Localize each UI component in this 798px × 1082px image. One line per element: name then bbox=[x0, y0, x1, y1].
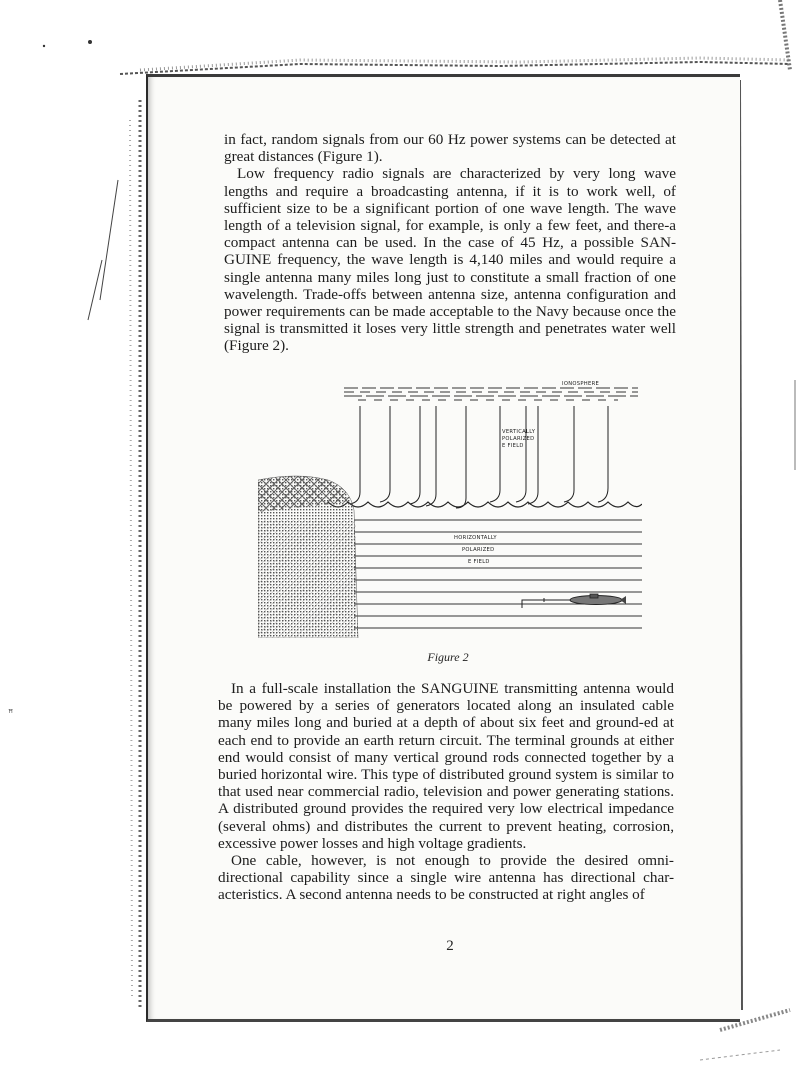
body-text-top bbox=[224, 131, 676, 355]
figure-2-diagram bbox=[258, 380, 642, 638]
paragraph: in fact, random signals from our 60 Hz power systems can be detected at great distances (Figure 1). bbox=[224, 131, 676, 166]
paragraph: In a full-scale installation the SANGUINE transmitting antenna would be powered by a series of generators located along an insulated cable many miles long and buried at a depth of about six feet and ground-ed at each end to provide an earth return circuit. The terminal grounds at either end would consist of many vertical ground rods connected together by a buried horizontal wire. This type of distributed ground system is similar to that used near commercial radio, television and power generating stations. A distributed ground provides the required very low electrical impedance (several ohms) and distributes the current to prevent heating, corrosion, excessive power losses and high voltage gradients. bbox=[218, 680, 674, 852]
horizontal-field-label-2: POLARIZED bbox=[462, 547, 495, 553]
antenna-field-diagram bbox=[258, 380, 642, 638]
vertical-field-label-1: VERTICALLY bbox=[502, 429, 536, 435]
page-number: 2 bbox=[446, 938, 454, 954]
ionosphere-layer bbox=[344, 388, 638, 400]
horizontal-field-lines bbox=[354, 520, 642, 628]
horizontal-field-label-1: HORIZONTALLY bbox=[454, 535, 497, 541]
paragraph: Low frequency radio signals are characterized by very long wave lengths and require a broadcasting antenna, if it is to work well, of sufficient size to be a significant portion of one wave length. The wave length of a television signal, for example, is only a few feet, and there-a compact antenna can be used. In the case of 45 Hz, a possible SAN-GUINE frequency, the wave length is 4,140 miles and would require a single antenna many miles long just to constitute a small fraction of one wavelength. Trade-offs between antenna size, antenna configuration and power requirements can be made acceptable to the Navy because once the signal is transmitted it loses very little strength and penetrates water well (Figure 2). bbox=[224, 165, 676, 355]
figure-caption: Figure 2 bbox=[427, 650, 469, 664]
body-text-bottom bbox=[218, 680, 674, 904]
vertical-field-lines bbox=[350, 406, 608, 508]
land-subsurface bbox=[258, 520, 356, 638]
horizontal-field-label-3: E FIELD bbox=[468, 559, 490, 565]
submarine-icon bbox=[522, 594, 626, 608]
vertical-field-label-3: E FIELD bbox=[502, 443, 524, 449]
vertical-field-label-2: POLARIZED bbox=[502, 436, 535, 442]
paragraph: One cable, however, is not enough to provide the desired omni-directional capability since a single wire antenna has directional char-acteristics. A second antenna needs to be constructed at right angles of bbox=[218, 852, 674, 904]
sea-surface bbox=[328, 502, 642, 507]
svg-text:ꟸ: ꟸ bbox=[8, 709, 14, 719]
ionosphere-label: IONOSPHERE bbox=[562, 381, 600, 387]
